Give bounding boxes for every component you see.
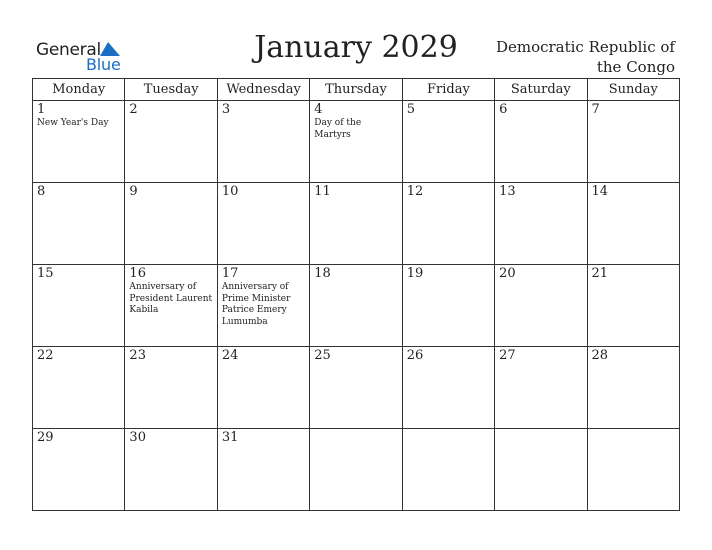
- day-cell: [402, 429, 494, 511]
- day-number: 15: [37, 266, 54, 281]
- weekday-header: Sunday: [587, 79, 679, 101]
- day-cell: [402, 183, 494, 265]
- day-number: 27: [499, 348, 516, 363]
- day-number: 7: [591, 102, 600, 117]
- day-cell: [402, 265, 494, 347]
- day-number: 12: [406, 184, 424, 199]
- country-line-2: the Congo: [596, 58, 675, 76]
- logo-general-text: General: [36, 40, 101, 60]
- day-number: 16: [129, 266, 146, 281]
- calendar-grid: [32, 78, 680, 511]
- day-number: 14: [591, 184, 609, 199]
- day-number: 30: [129, 430, 146, 445]
- day-cell: [495, 429, 587, 511]
- day-cell: [33, 265, 125, 347]
- day-number: 1: [37, 102, 46, 117]
- holiday-label: Day of the Martyrs: [314, 118, 362, 140]
- day-number: 3: [221, 102, 231, 117]
- day-cell: [310, 101, 402, 183]
- day-number: 24: [221, 348, 239, 363]
- week-row: [33, 183, 680, 265]
- day-cell: [33, 101, 125, 183]
- weekday-header: Saturday: [495, 79, 587, 101]
- day-number: 8: [37, 184, 46, 199]
- day-cell: [495, 265, 587, 347]
- day-number: 29: [37, 430, 54, 445]
- day-number: 23: [129, 348, 146, 363]
- day-number: 10: [221, 184, 239, 199]
- day-cell: [310, 265, 402, 347]
- week-row: [33, 265, 680, 347]
- day-cell: [217, 101, 309, 183]
- day-cell: [125, 347, 217, 429]
- logo-blue-text: Blue: [86, 55, 121, 74]
- holiday-label: New Year's Day: [37, 118, 109, 128]
- day-number: 2: [129, 102, 138, 117]
- country-line-1: Democratic Republic of: [495, 38, 675, 56]
- day-cell: [33, 347, 125, 429]
- week-row: [33, 429, 680, 511]
- day-cell: [33, 183, 125, 265]
- day-cell: [495, 101, 587, 183]
- week-row: [33, 101, 680, 183]
- weekday-header: Tuesday: [125, 79, 217, 101]
- day-number: 25: [314, 348, 331, 363]
- day-number: 26: [406, 348, 424, 363]
- day-cell: [402, 101, 494, 183]
- day-cell: [587, 101, 679, 183]
- day-number: 5: [406, 102, 415, 117]
- day-number: 19: [406, 266, 424, 281]
- day-number: 31: [221, 430, 239, 445]
- country-name: [475, 37, 675, 77]
- weekday-header: Wednesday: [217, 79, 309, 101]
- day-cell: [587, 429, 679, 511]
- day-cell: [125, 265, 217, 347]
- day-cell: [125, 101, 217, 183]
- page-title: January 2029: [254, 30, 458, 65]
- day-number: 18: [314, 266, 331, 281]
- day-cell: [495, 183, 587, 265]
- week-row: [33, 347, 680, 429]
- day-cell: [310, 183, 402, 265]
- day-number: 28: [591, 348, 609, 363]
- day-cell: [310, 429, 402, 511]
- day-number: 11: [314, 184, 331, 199]
- day-cell: [495, 347, 587, 429]
- weekday-header-row: [33, 79, 680, 101]
- day-number: 17: [221, 266, 239, 281]
- weekday-header: Friday: [402, 79, 494, 101]
- day-cell: [33, 429, 125, 511]
- day-cell: [402, 347, 494, 429]
- day-cell: [310, 347, 402, 429]
- day-cell: [587, 347, 679, 429]
- day-number: 20: [499, 266, 516, 281]
- day-number: 9: [129, 184, 138, 199]
- weekday-header: Monday: [33, 79, 125, 101]
- day-number: 6: [499, 102, 508, 117]
- holiday-label: Anniversary of Prime Minister Patrice Emery Lumumba: [221, 282, 291, 327]
- day-number: 21: [591, 266, 609, 281]
- day-cell: [217, 347, 309, 429]
- day-number: 4: [314, 102, 323, 117]
- day-number: 13: [499, 184, 516, 199]
- day-cell: [587, 183, 679, 265]
- holiday-label: Anniversary of President Laurent Kabila: [129, 282, 213, 315]
- day-number: 22: [37, 348, 54, 363]
- day-cell: [217, 265, 309, 347]
- day-cell: [217, 429, 309, 511]
- weekday-header: Thursday: [310, 79, 402, 101]
- day-cell: [125, 429, 217, 511]
- day-cell: [125, 183, 217, 265]
- day-cell: [217, 183, 309, 265]
- day-cell: [587, 265, 679, 347]
